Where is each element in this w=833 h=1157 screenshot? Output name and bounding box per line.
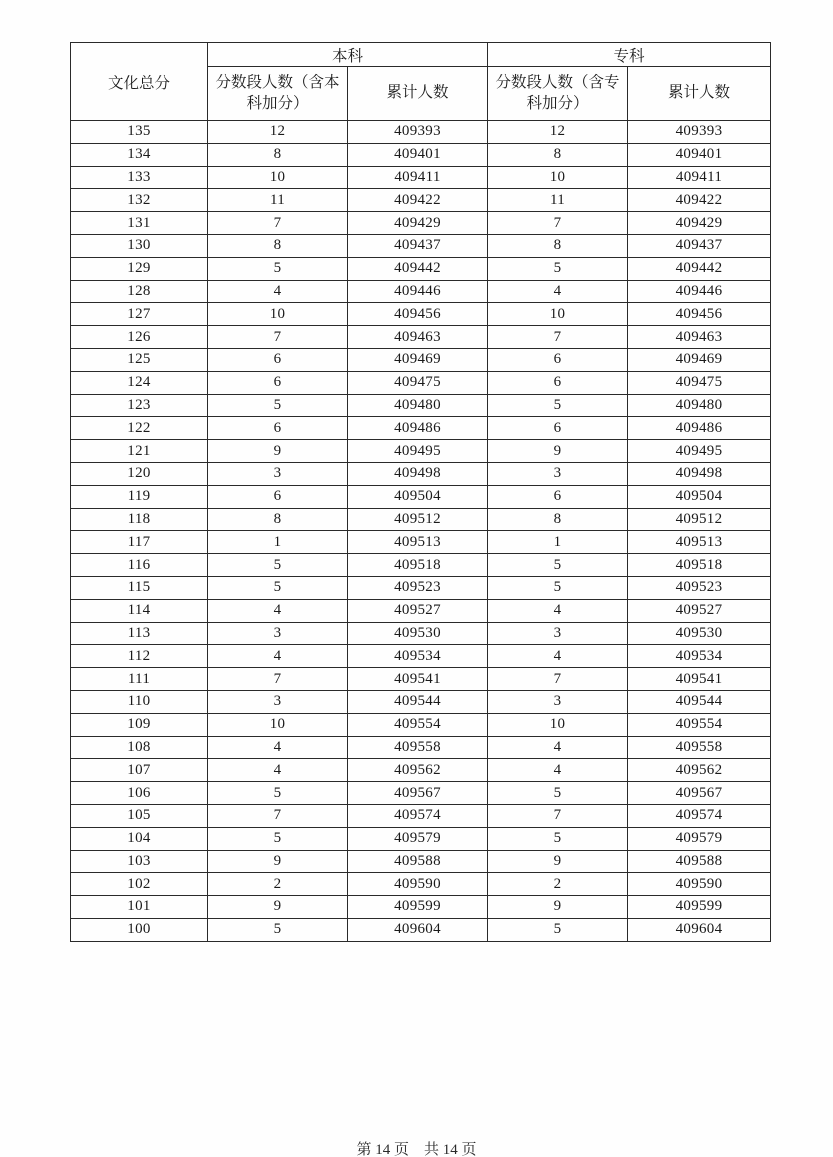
cell: 7 [208, 668, 348, 691]
cell: 409534 [628, 645, 771, 668]
cell: 409518 [348, 554, 488, 577]
cell: 3 [488, 462, 628, 485]
cell: 4 [488, 759, 628, 782]
cell: 123 [71, 394, 208, 417]
cell: 409486 [628, 417, 771, 440]
cell: 115 [71, 576, 208, 599]
cell: 5 [488, 257, 628, 280]
table-header [71, 43, 771, 121]
cell: 409422 [348, 189, 488, 212]
cell: 409393 [628, 121, 771, 144]
cell: 409495 [628, 440, 771, 463]
cell: 409579 [628, 827, 771, 850]
cell: 5 [208, 782, 348, 805]
cell: 129 [71, 257, 208, 280]
table-row [71, 485, 771, 508]
cell: 409437 [348, 234, 488, 257]
cell: 10 [208, 713, 348, 736]
cell: 409475 [348, 371, 488, 394]
cell: 409456 [628, 303, 771, 326]
cell: 409498 [628, 462, 771, 485]
cell: 10 [208, 303, 348, 326]
cell: 409518 [628, 554, 771, 577]
cell: 4 [208, 645, 348, 668]
cell: 409442 [628, 257, 771, 280]
table-row [71, 554, 771, 577]
table-row [71, 918, 771, 941]
cell: 409429 [348, 212, 488, 235]
cell: 409544 [628, 690, 771, 713]
table-row [71, 690, 771, 713]
cell: 5 [208, 554, 348, 577]
cell: 6 [488, 348, 628, 371]
cell: 409512 [348, 508, 488, 531]
cell: 10 [488, 166, 628, 189]
cell: 409554 [628, 713, 771, 736]
cell: 409562 [348, 759, 488, 782]
cell: 10 [488, 303, 628, 326]
cell: 1 [208, 531, 348, 554]
cell: 3 [208, 462, 348, 485]
cell: 4 [208, 599, 348, 622]
header-benke-segment-count: 分数段人数（含本科加分） [208, 67, 348, 121]
cell: 132 [71, 189, 208, 212]
header-zhuanke-segment-count: 分数段人数（含专科加分） [488, 67, 628, 121]
cell: 5 [488, 394, 628, 417]
cell: 111 [71, 668, 208, 691]
cell: 5 [208, 827, 348, 850]
table-row [71, 713, 771, 736]
cell: 109 [71, 713, 208, 736]
cell: 119 [71, 485, 208, 508]
cell: 6 [488, 417, 628, 440]
cell: 105 [71, 804, 208, 827]
cell: 409599 [628, 896, 771, 919]
table-row [71, 212, 771, 235]
cell: 6 [208, 417, 348, 440]
cell: 409463 [628, 326, 771, 349]
cell: 7 [488, 804, 628, 827]
cell: 7 [208, 804, 348, 827]
page-footer: 第 14 页 共 14 页 [356, 1142, 477, 1157]
cell: 117 [71, 531, 208, 554]
table-row [71, 462, 771, 485]
cell: 409475 [628, 371, 771, 394]
cell: 409541 [348, 668, 488, 691]
cell: 409562 [628, 759, 771, 782]
cell: 11 [488, 189, 628, 212]
cell: 9 [488, 896, 628, 919]
cell: 5 [208, 918, 348, 941]
cell: 122 [71, 417, 208, 440]
cell: 9 [488, 850, 628, 873]
cell: 8 [488, 508, 628, 531]
cell: 409590 [628, 873, 771, 896]
table-row [71, 143, 771, 166]
table-row [71, 508, 771, 531]
cell: 409469 [628, 348, 771, 371]
cell: 5 [208, 257, 348, 280]
cell: 5 [488, 576, 628, 599]
cell: 4 [488, 280, 628, 303]
cell: 409411 [628, 166, 771, 189]
cell: 409480 [628, 394, 771, 417]
cell: 409574 [348, 804, 488, 827]
table-row [71, 280, 771, 303]
cell: 8 [488, 143, 628, 166]
cell: 7 [208, 326, 348, 349]
cell: 409480 [348, 394, 488, 417]
header-zhuanke-cumulative: 累计人数 [628, 67, 771, 121]
table-row [71, 531, 771, 554]
cell: 4 [488, 599, 628, 622]
table-row [71, 622, 771, 645]
header-group-row [71, 43, 771, 67]
cell: 409422 [628, 189, 771, 212]
table-row [71, 599, 771, 622]
cell: 409512 [628, 508, 771, 531]
cell: 409544 [348, 690, 488, 713]
cell: 102 [71, 873, 208, 896]
cell: 409567 [348, 782, 488, 805]
cell: 7 [488, 668, 628, 691]
cell: 121 [71, 440, 208, 463]
cell: 4 [208, 280, 348, 303]
cell: 409588 [628, 850, 771, 873]
table-row [71, 850, 771, 873]
cell: 10 [208, 166, 348, 189]
cell: 409504 [628, 485, 771, 508]
cell: 131 [71, 212, 208, 235]
cell: 5 [488, 782, 628, 805]
cell: 128 [71, 280, 208, 303]
cell: 113 [71, 622, 208, 645]
cell: 409541 [628, 668, 771, 691]
cell: 409469 [348, 348, 488, 371]
header-group-benke: 本科 [208, 43, 488, 67]
cell: 409558 [628, 736, 771, 759]
table-row [71, 827, 771, 850]
cell: 409513 [348, 531, 488, 554]
table-row [71, 668, 771, 691]
table-row [71, 394, 771, 417]
cell: 4 [208, 759, 348, 782]
cell: 9 [208, 440, 348, 463]
cell: 409498 [348, 462, 488, 485]
cell: 409437 [628, 234, 771, 257]
header-benke-cumulative: 累计人数 [348, 67, 488, 121]
cell: 8 [208, 234, 348, 257]
cell: 100 [71, 918, 208, 941]
cell: 5 [488, 554, 628, 577]
cell: 6 [488, 371, 628, 394]
table-row [71, 166, 771, 189]
cell: 4 [488, 736, 628, 759]
cell: 7 [488, 326, 628, 349]
cell: 5 [488, 918, 628, 941]
cell: 107 [71, 759, 208, 782]
cell: 7 [488, 212, 628, 235]
cell: 133 [71, 166, 208, 189]
cell: 409604 [348, 918, 488, 941]
table-row [71, 417, 771, 440]
cell: 11 [208, 189, 348, 212]
cell: 409534 [348, 645, 488, 668]
cell: 409495 [348, 440, 488, 463]
cell: 103 [71, 850, 208, 873]
table-row [71, 440, 771, 463]
cell: 3 [208, 622, 348, 645]
cell: 6 [208, 371, 348, 394]
cell: 409401 [348, 143, 488, 166]
cell: 114 [71, 599, 208, 622]
cell: 409527 [628, 599, 771, 622]
cell: 6 [208, 348, 348, 371]
table-row [71, 576, 771, 599]
cell: 10 [488, 713, 628, 736]
table-row [71, 759, 771, 782]
cell: 1 [488, 531, 628, 554]
cell: 8 [208, 143, 348, 166]
table-row [71, 645, 771, 668]
cell: 2 [488, 873, 628, 896]
cell: 409523 [628, 576, 771, 599]
cell: 104 [71, 827, 208, 850]
header-total-score: 文化总分 [71, 43, 208, 121]
cell: 409411 [348, 166, 488, 189]
cell: 409523 [348, 576, 488, 599]
cell: 3 [488, 622, 628, 645]
cell: 409530 [628, 622, 771, 645]
cell: 7 [208, 212, 348, 235]
table-row [71, 782, 771, 805]
cell: 409486 [348, 417, 488, 440]
cell: 5 [488, 827, 628, 850]
cell: 409446 [628, 280, 771, 303]
cell: 6 [488, 485, 628, 508]
cell: 120 [71, 462, 208, 485]
cell: 130 [71, 234, 208, 257]
cell: 409527 [348, 599, 488, 622]
cell: 9 [208, 850, 348, 873]
table-row [71, 257, 771, 280]
score-distribution-table [70, 42, 771, 942]
table-row [71, 736, 771, 759]
table-body [71, 121, 771, 942]
cell: 409590 [348, 873, 488, 896]
cell: 108 [71, 736, 208, 759]
cell: 2 [208, 873, 348, 896]
table-row [71, 804, 771, 827]
cell: 106 [71, 782, 208, 805]
table-row [71, 873, 771, 896]
cell: 116 [71, 554, 208, 577]
cell: 5 [208, 394, 348, 417]
table-row [71, 234, 771, 257]
cell: 12 [488, 121, 628, 144]
header-group-zhuanke: 专科 [488, 43, 771, 67]
cell: 12 [208, 121, 348, 144]
cell: 125 [71, 348, 208, 371]
cell: 124 [71, 371, 208, 394]
cell: 409442 [348, 257, 488, 280]
cell: 409456 [348, 303, 488, 326]
cell: 6 [208, 485, 348, 508]
cell: 110 [71, 690, 208, 713]
cell: 409558 [348, 736, 488, 759]
cell: 134 [71, 143, 208, 166]
table-row [71, 371, 771, 394]
cell: 101 [71, 896, 208, 919]
cell: 409393 [348, 121, 488, 144]
cell: 409463 [348, 326, 488, 349]
cell: 8 [488, 234, 628, 257]
cell: 5 [208, 576, 348, 599]
cell: 3 [208, 690, 348, 713]
table-row [71, 326, 771, 349]
cell: 4 [488, 645, 628, 668]
table-row [71, 121, 771, 144]
cell: 4 [208, 736, 348, 759]
cell: 409588 [348, 850, 488, 873]
cell: 409554 [348, 713, 488, 736]
cell: 409446 [348, 280, 488, 303]
cell: 409599 [348, 896, 488, 919]
cell: 409567 [628, 782, 771, 805]
cell: 8 [208, 508, 348, 531]
cell: 409604 [628, 918, 771, 941]
cell: 126 [71, 326, 208, 349]
table-row [71, 303, 771, 326]
cell: 9 [488, 440, 628, 463]
cell: 409513 [628, 531, 771, 554]
cell: 118 [71, 508, 208, 531]
cell: 409574 [628, 804, 771, 827]
table-row [71, 348, 771, 371]
cell: 409579 [348, 827, 488, 850]
cell: 112 [71, 645, 208, 668]
table-row [71, 896, 771, 919]
cell: 409530 [348, 622, 488, 645]
cell: 409504 [348, 485, 488, 508]
cell: 409429 [628, 212, 771, 235]
cell: 135 [71, 121, 208, 144]
cell: 409401 [628, 143, 771, 166]
cell: 127 [71, 303, 208, 326]
table-row [71, 189, 771, 212]
cell: 3 [488, 690, 628, 713]
cell: 9 [208, 896, 348, 919]
